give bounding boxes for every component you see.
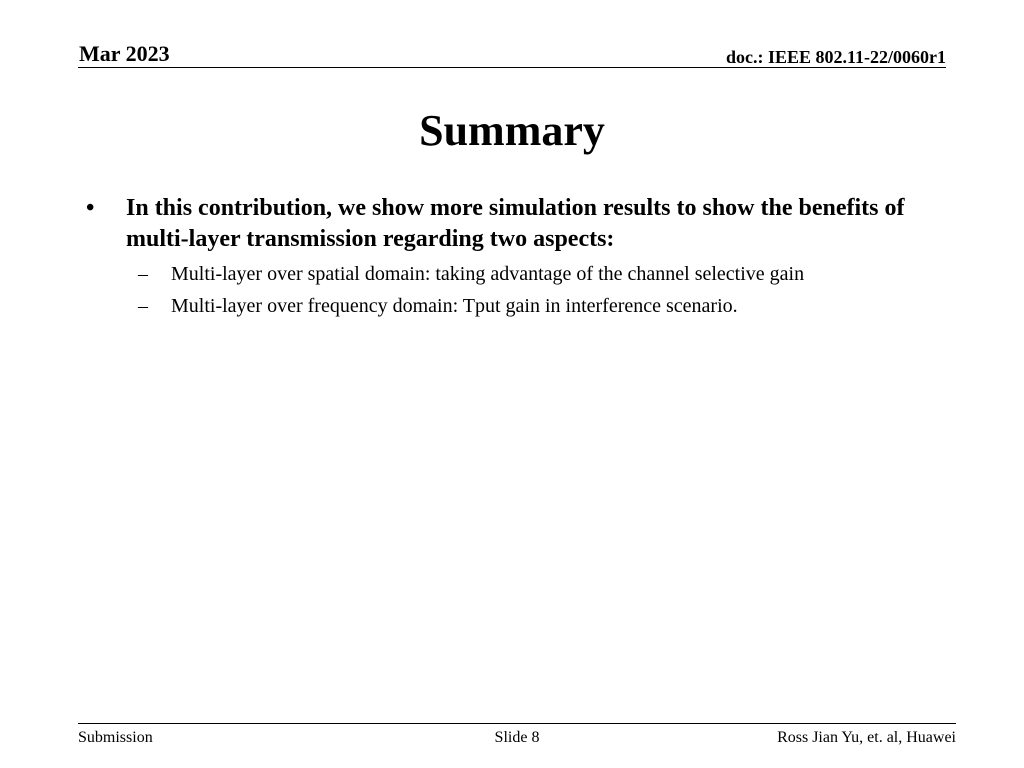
slide-title: Summary bbox=[419, 106, 605, 155]
bullet-marker: • bbox=[86, 195, 95, 221]
footer-divider bbox=[78, 723, 956, 724]
footer-submission: Submission bbox=[78, 729, 153, 746]
header-doc-number: doc.: IEEE 802.11-22/0060r1 bbox=[725, 47, 946, 67]
footer-author: Ross Jian Yu, et. al, Huawei bbox=[777, 729, 956, 746]
bullet-item bbox=[78, 193, 948, 255]
footer-slide-number: Slide 8 bbox=[494, 729, 540, 746]
header-divider bbox=[78, 67, 946, 68]
sub-bullet-marker: – bbox=[138, 295, 148, 317]
slide-body bbox=[78, 193, 948, 322]
bullet-text: In this contribution, we show more simulation results to show the benefits of multi-layer transmission regarding two aspects: bbox=[126, 195, 905, 252]
sub-bullet-text: Multi-layer over spatial domain: taking advantage of the channel selective gain bbox=[171, 263, 805, 285]
sub-bullet-marker: – bbox=[138, 263, 148, 285]
sub-bullet-item bbox=[78, 258, 948, 290]
sub-bullet-item bbox=[78, 290, 948, 322]
header-date: Mar 2023 bbox=[79, 41, 170, 66]
sub-bullet-text: Multi-layer over frequency domain: Tput gain in interference scenario. bbox=[171, 295, 738, 317]
